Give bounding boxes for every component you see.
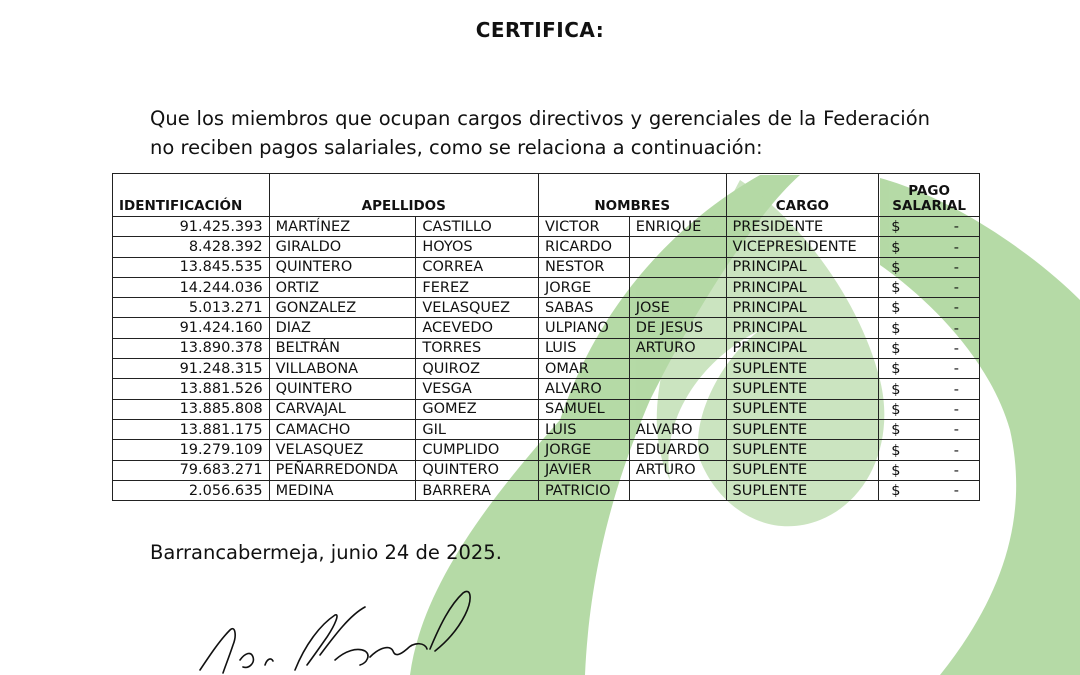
table-row xyxy=(113,257,980,277)
row-nombre-1: NESTOR xyxy=(538,257,629,277)
row-cargo: SUPLENTE xyxy=(726,379,879,399)
row-identificacion: 91.425.393 xyxy=(113,217,270,237)
row-pago-salarial xyxy=(879,318,980,338)
row-cargo: PRINCIPAL xyxy=(726,318,879,338)
pago-value: - xyxy=(953,219,959,236)
board-members-table xyxy=(112,173,980,501)
row-apellido-2: FEREZ xyxy=(416,277,539,297)
row-apellido-1: VELASQUEZ xyxy=(269,440,416,460)
table-row xyxy=(113,460,980,480)
pago-value: - xyxy=(953,280,959,297)
row-identificacion: 13.890.378 xyxy=(113,338,270,358)
row-cargo: VICEPRESIDENTE xyxy=(726,237,879,257)
row-cargo: PRINCIPAL xyxy=(726,298,879,318)
row-pago-salarial xyxy=(879,399,980,419)
pago-value: - xyxy=(953,381,959,398)
row-apellido-2: BARRERA xyxy=(416,480,539,500)
table-row xyxy=(113,217,980,237)
row-cargo: PRINCIPAL xyxy=(726,277,879,297)
row-nombre-1: PATRICIO xyxy=(538,480,629,500)
row-pago-salarial xyxy=(879,460,980,480)
row-nombre-2 xyxy=(629,237,726,257)
row-identificacion: 13.845.535 xyxy=(113,257,270,277)
row-nombre-2 xyxy=(629,399,726,419)
row-apellido-1: GIRALDO xyxy=(269,237,416,257)
row-nombre-1: JORGE xyxy=(538,440,629,460)
currency-symbol: $ xyxy=(891,320,901,337)
row-apellido-2: GIL xyxy=(416,419,539,439)
row-identificacion: 5.013.271 xyxy=(113,298,270,318)
pago-value: - xyxy=(953,300,959,317)
currency-symbol: $ xyxy=(891,361,901,378)
row-pago-salarial xyxy=(879,419,980,439)
row-cargo: PRESIDENTE xyxy=(726,217,879,237)
row-apellido-2: QUIROZ xyxy=(416,359,539,379)
row-apellido-2: CUMPLIDO xyxy=(416,440,539,460)
currency-symbol: $ xyxy=(891,422,901,439)
row-nombre-2: ALVARO xyxy=(629,419,726,439)
row-identificacion: 19.279.109 xyxy=(113,440,270,460)
row-apellido-2: VELASQUEZ xyxy=(416,298,539,318)
row-nombre-1: VICTOR xyxy=(538,217,629,237)
row-apellido-2: TORRES xyxy=(416,338,539,358)
row-cargo: SUPLENTE xyxy=(726,460,879,480)
row-apellido-1: MEDINA xyxy=(269,480,416,500)
currency-symbol: $ xyxy=(891,341,901,358)
row-identificacion: 2.056.635 xyxy=(113,480,270,500)
row-apellido-2: CASTILLO xyxy=(416,217,539,237)
row-identificacion: 91.248.315 xyxy=(113,359,270,379)
header-cargo: CARGO xyxy=(726,174,879,217)
row-nombre-1: SABAS xyxy=(538,298,629,318)
row-pago-salarial xyxy=(879,480,980,500)
row-pago-salarial xyxy=(879,237,980,257)
row-nombre-1: ALVARO xyxy=(538,379,629,399)
row-apellido-2: GOMEZ xyxy=(416,399,539,419)
row-pago-salarial xyxy=(879,379,980,399)
row-pago-salarial xyxy=(879,298,980,318)
place-date: Barrancabermeja, junio 24 de 2025. xyxy=(150,541,502,564)
row-apellido-1: QUINTERO xyxy=(269,379,416,399)
header-pago-line2: SALARIAL xyxy=(892,198,966,214)
pago-value: - xyxy=(953,422,959,439)
row-apellido-1: DIAZ xyxy=(269,318,416,338)
row-nombre-2 xyxy=(629,257,726,277)
table-row xyxy=(113,318,980,338)
currency-symbol: $ xyxy=(891,381,901,398)
currency-symbol: $ xyxy=(891,462,901,479)
table-row xyxy=(113,379,980,399)
row-nombre-2: DE JESUS xyxy=(629,318,726,338)
row-nombre-1: SAMUEL xyxy=(538,399,629,419)
currency-symbol: $ xyxy=(891,483,901,500)
pago-value: - xyxy=(953,361,959,378)
row-nombre-2: ARTURO xyxy=(629,460,726,480)
row-nombre-2: EDUARDO xyxy=(629,440,726,460)
row-nombre-1: LUIS xyxy=(538,419,629,439)
row-identificacion: 91.424.160 xyxy=(113,318,270,338)
table-row xyxy=(113,480,980,500)
pago-value: - xyxy=(953,462,959,479)
header-pago-salarial xyxy=(879,174,980,217)
row-pago-salarial xyxy=(879,217,980,237)
row-identificacion: 13.881.175 xyxy=(113,419,270,439)
table-row xyxy=(113,359,980,379)
table-row xyxy=(113,338,980,358)
row-apellido-2: QUINTERO xyxy=(416,460,539,480)
row-identificacion: 14.244.036 xyxy=(113,277,270,297)
table-row xyxy=(113,277,980,297)
row-apellido-1: VILLABONA xyxy=(269,359,416,379)
pago-value: - xyxy=(953,320,959,337)
row-apellido-1: GONZALEZ xyxy=(269,298,416,318)
currency-symbol: $ xyxy=(891,259,901,276)
row-nombre-2 xyxy=(629,359,726,379)
header-apellidos: APELLIDOS xyxy=(269,174,538,217)
row-identificacion: 13.881.526 xyxy=(113,379,270,399)
currency-symbol: $ xyxy=(891,401,901,418)
pago-value: - xyxy=(953,442,959,459)
row-nombre-1: JAVIER xyxy=(538,460,629,480)
row-nombre-1: OMAR xyxy=(538,359,629,379)
row-cargo: PRINCIPAL xyxy=(726,257,879,277)
row-cargo: SUPLENTE xyxy=(726,440,879,460)
document-heading: CERTIFICA: xyxy=(475,18,605,42)
row-pago-salarial xyxy=(879,440,980,460)
pago-value: - xyxy=(953,239,959,256)
row-apellido-1: CARVAJAL xyxy=(269,399,416,419)
signature-icon xyxy=(195,585,495,675)
row-apellido-1: PEÑARREDONDA xyxy=(269,460,416,480)
row-pago-salarial xyxy=(879,338,980,358)
currency-symbol: $ xyxy=(891,442,901,459)
row-apellido-2: ACEVEDO xyxy=(416,318,539,338)
row-cargo: SUPLENTE xyxy=(726,359,879,379)
row-apellido-1: MARTÍNEZ xyxy=(269,217,416,237)
row-nombre-2 xyxy=(629,277,726,297)
currency-symbol: $ xyxy=(891,219,901,236)
row-nombre-2: ENRIQUE xyxy=(629,217,726,237)
row-pago-salarial xyxy=(879,277,980,297)
table-row xyxy=(113,419,980,439)
row-apellido-1: CAMACHO xyxy=(269,419,416,439)
pago-value: - xyxy=(953,341,959,358)
intro-paragraph: Que los miembros que ocupan cargos directivos y gerenciales de la Federación no reciben pagos salariales, como se relaciona a continuación: xyxy=(150,107,930,159)
table-row xyxy=(113,237,980,257)
header-pago-line1: PAGO xyxy=(908,183,950,199)
row-nombre-1: JORGE xyxy=(538,277,629,297)
currency-symbol: $ xyxy=(891,239,901,256)
row-apellido-1: QUINTERO xyxy=(269,257,416,277)
row-cargo: PRINCIPAL xyxy=(726,338,879,358)
table-row xyxy=(113,440,980,460)
pago-value: - xyxy=(953,259,959,276)
row-identificacion: 8.428.392 xyxy=(113,237,270,257)
row-apellido-1: ORTIZ xyxy=(269,277,416,297)
row-identificacion: 79.683.271 xyxy=(113,460,270,480)
row-nombre-2 xyxy=(629,379,726,399)
row-pago-salarial xyxy=(879,257,980,277)
row-cargo: SUPLENTE xyxy=(726,419,879,439)
row-apellido-2: CORREA xyxy=(416,257,539,277)
table-row xyxy=(113,399,980,419)
row-nombre-2 xyxy=(629,480,726,500)
row-cargo: SUPLENTE xyxy=(726,399,879,419)
row-pago-salarial xyxy=(879,359,980,379)
pago-value: - xyxy=(953,401,959,418)
pago-value: - xyxy=(953,483,959,500)
row-apellido-2: HOYOS xyxy=(416,237,539,257)
row-nombre-2: JOSE xyxy=(629,298,726,318)
header-identificacion: IDENTIFICACIÓN xyxy=(113,174,270,217)
row-apellido-1: BELTRÁN xyxy=(269,338,416,358)
row-apellido-2: VESGA xyxy=(416,379,539,399)
row-identificacion: 13.885.808 xyxy=(113,399,270,419)
row-nombre-1: ULPIANO xyxy=(538,318,629,338)
row-nombre-1: RICARDO xyxy=(538,237,629,257)
row-nombre-2: ARTURO xyxy=(629,338,726,358)
row-nombre-1: LUIS xyxy=(538,338,629,358)
currency-symbol: $ xyxy=(891,280,901,297)
row-cargo: SUPLENTE xyxy=(726,480,879,500)
header-nombres: NOMBRES xyxy=(538,174,726,217)
currency-symbol: $ xyxy=(891,300,901,317)
table-row xyxy=(113,298,980,318)
